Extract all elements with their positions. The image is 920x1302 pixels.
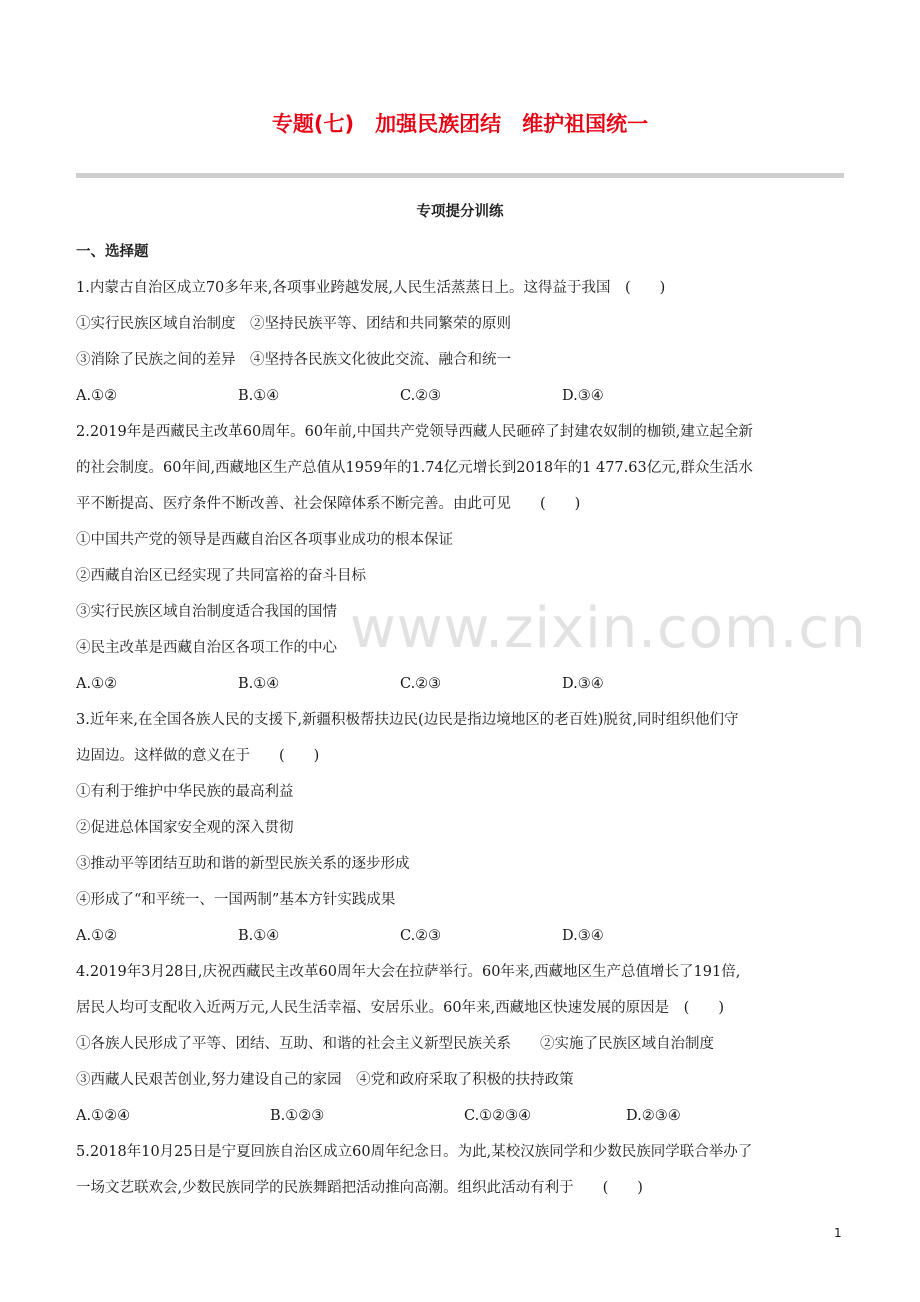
question-stem-line: 1.内蒙古自治区成立70多年来,各项事业跨越发展,人民生活蒸蒸日上。这得益于我国 ( ) [76,280,666,296]
question-4 [76,954,846,1134]
option-d[interactable]: D.③④ [562,928,604,944]
statement-line: ①实行民族区域自治制度 ②坚持民族平等、团结和共同繁荣的原则 [76,316,511,332]
option-d[interactable]: D.③④ [562,388,604,404]
option-a[interactable]: A.①② [76,676,118,692]
question-list [76,270,846,1206]
question-5 [76,1134,846,1206]
option-c[interactable]: C.②③ [400,388,442,404]
title-divider [76,173,844,178]
statement-line: ④形成了“和平统一、一国两制”基本方针实践成果 [76,892,396,908]
statement-line: ③西藏人民艰苦创业,努力建设自己的家园 ④党和政府采取了积极的扶持政策 [76,1072,574,1088]
answer-options [76,918,846,954]
option-d[interactable]: D.②③④ [626,1108,681,1124]
option-b[interactable]: B.①④ [238,676,280,692]
answer-options [76,378,846,414]
statement-line: ①各族人民形成了平等、团结、互助、和谐的社会主义新型民族关系 ②实施了民族区域自治制度 [76,1036,714,1052]
statement-line: ③推动平等团结互助和谐的新型民族关系的逐步形成 [76,856,410,872]
option-a[interactable]: A.①② [76,388,118,404]
subtitle: 专项提分训练 [416,204,504,220]
option-b[interactable]: B.①④ [238,928,280,944]
option-c[interactable]: C.②③ [400,676,442,692]
question-stem-line: 一场文艺联欢会,少数民族同学的民族舞蹈把活动推向高潮。组织此活动有利于 ( ) [76,1180,643,1196]
statement-line: ②西藏自治区已经实现了共同富裕的奋斗目标 [76,568,366,584]
option-a[interactable]: A.①② [76,928,118,944]
statement-line: ④民主改革是西藏自治区各项工作的中心 [76,640,337,656]
question-stem-line: 居民人均可支配收入近两万元,人民生活幸福、安居乐业。60年来,西藏地区快速发展的原因是 ( ) [76,1000,724,1016]
page-number: 1 [834,1226,842,1240]
page-title: 专题(七) 加强民族团结 维护祖国统一 [271,112,649,136]
option-c[interactable]: C.①②③④ [464,1108,532,1124]
watermark: www.zixin.com.cn [350,596,867,661]
option-d[interactable]: D.③④ [562,676,604,692]
question-stem-line: 5.2018年10月25日是宁夏回族自治区成立60周年纪念日。为此,某校汉族同学和少数民族同学联合举办了 [76,1144,753,1160]
statement-line: ③实行民族区域自治制度适合我国的国情 [76,604,337,620]
option-a[interactable]: A.①②④ [76,1108,131,1124]
answer-options [76,1098,846,1134]
statement-line: ②促进总体国家安全观的深入贯彻 [76,820,294,836]
option-b[interactable]: B.①②③ [270,1108,325,1124]
question-stem-line: 的社会制度。60年间,西藏地区生产总值从1959年的1.74亿元增长到2018年的1 477.63亿元,群众生活水 [76,460,753,476]
statement-line: ①有利于维护中华民族的最高利益 [76,784,294,800]
question-stem-line: 2.2019年是西藏民主改革60周年。60年前,中国共产党领导西藏人民砸碎了封建农奴制的枷锁,建立起全新 [76,424,753,440]
question-stem-line: 平不断提高、医疗条件不断改善、社会保障体系不断完善。由此可见 ( ) [76,496,581,512]
question-stem-line: 4.2019年3月28日,庆祝西藏民主改革60周年大会在拉萨举行。60年来,西藏地区生产总值增长了191倍, [76,964,741,980]
statement-line: ①中国共产党的领导是西藏自治区各项事业成功的根本保证 [76,532,453,548]
question-3 [76,702,846,954]
question-stem-line: 3.近年来,在全国各族人民的支援下,新疆积极帮扶边民(边民是指边境地区的老百姓)脱贫,同时组织他们守 [76,712,739,728]
option-b[interactable]: B.①④ [238,388,280,404]
option-c[interactable]: C.②③ [400,928,442,944]
statement-line: ③消除了民族之间的差异 ④坚持各民族文化彼此交流、融合和统一 [76,352,511,368]
section-heading: 一、选择题 [76,244,149,260]
answer-options [76,666,846,702]
question-stem-line: 边固边。这样做的意义在于 ( ) [76,748,320,764]
question-1 [76,270,846,414]
